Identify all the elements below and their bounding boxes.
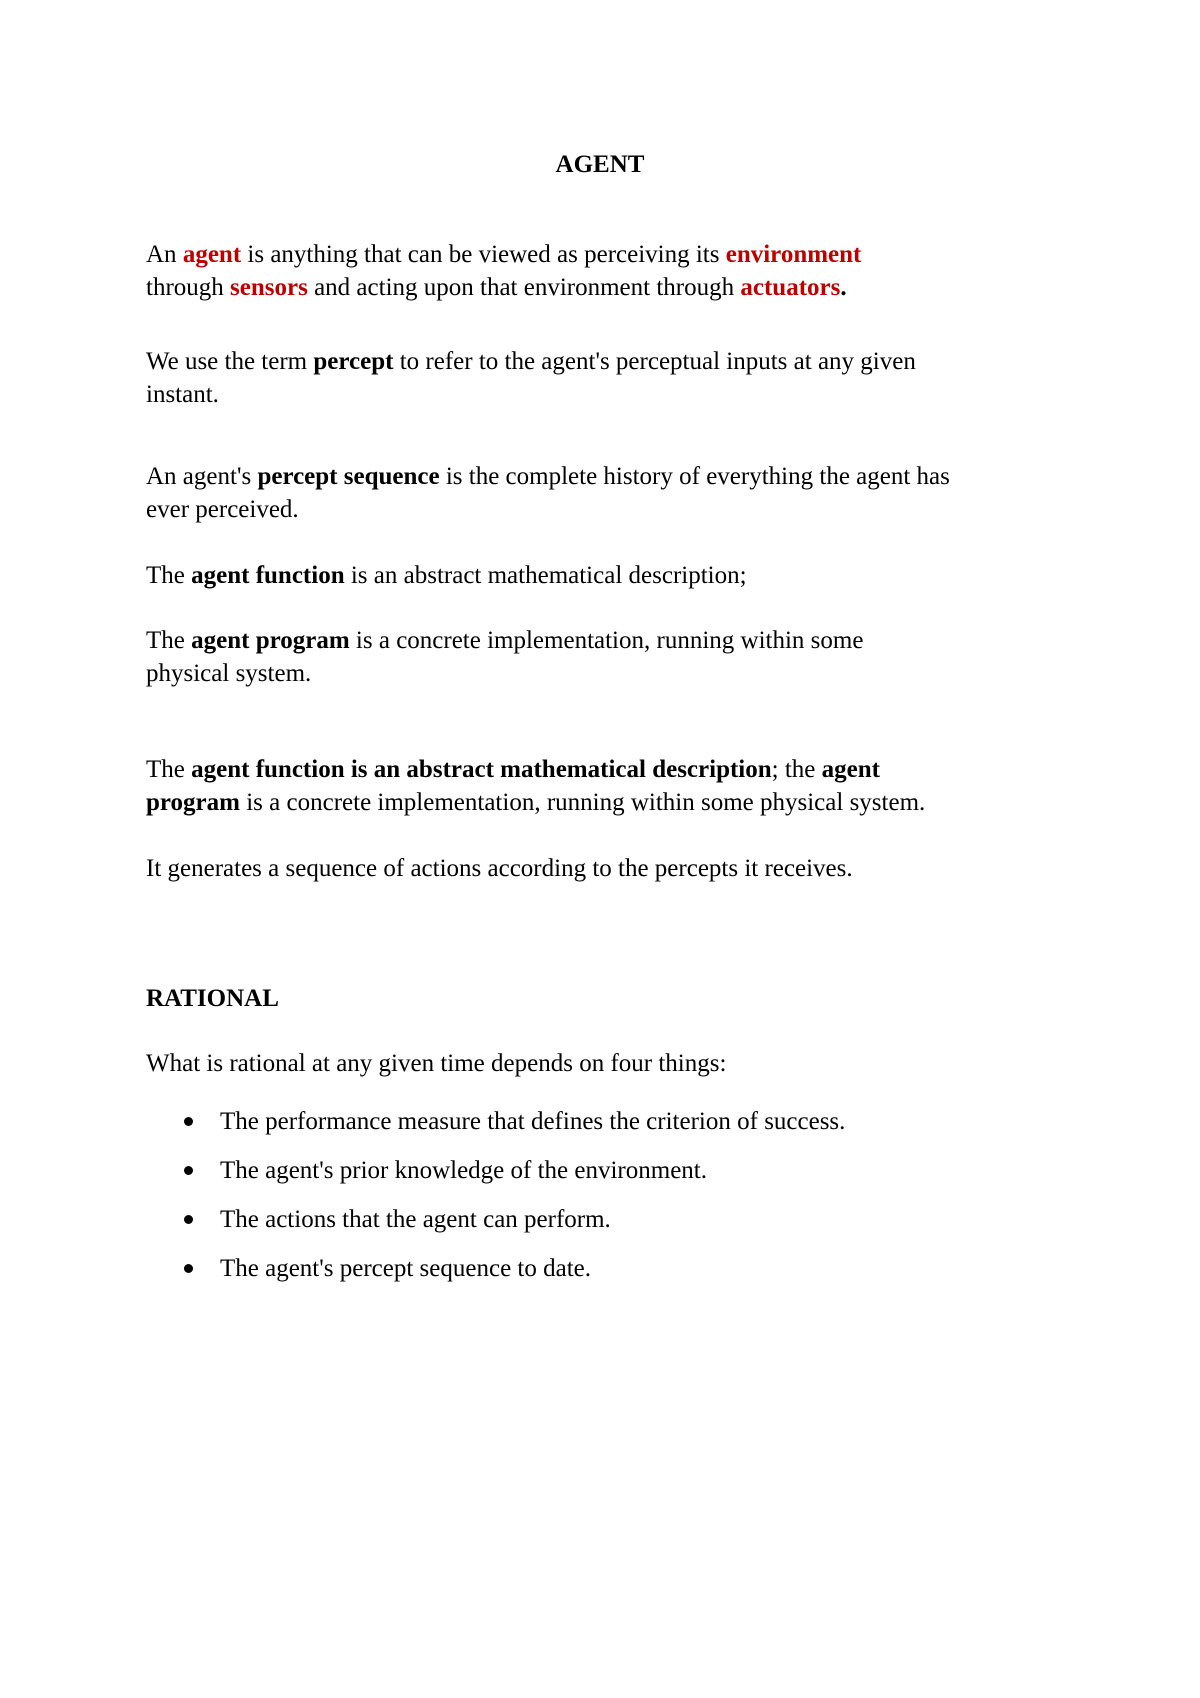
- term-agent-program: agent program: [191, 627, 350, 654]
- bullet-icon: [184, 1264, 193, 1273]
- text: is the complete history of everything the agent has: [439, 463, 950, 490]
- text: is a concrete implementation, running within some physical system.: [239, 789, 926, 816]
- combined-paragraph: [146, 753, 1086, 819]
- term-agent-function-description: agent function is an abstract mathematical description: [191, 756, 772, 783]
- bullet-icon: [184, 1117, 193, 1126]
- text: physical system.: [146, 660, 312, 687]
- rational-list: [146, 1105, 1086, 1301]
- page-title: AGENT: [555, 151, 645, 178]
- term-agent: agent: [821, 756, 880, 783]
- term-sensors: sensors: [230, 274, 308, 301]
- term-agent-function: agent function: [191, 562, 345, 589]
- list-item-text: The performance measure that defines the criterion of success.: [220, 1108, 846, 1135]
- rational-heading: RATIONAL: [146, 985, 279, 1012]
- text: The: [146, 562, 192, 589]
- text: is a concrete implementation, running within some: [349, 627, 864, 654]
- text: is an abstract mathematical description;: [344, 562, 747, 589]
- term-program: program: [146, 789, 240, 816]
- generates-paragraph: It generates a sequence of actions according to the percepts it receives.: [146, 855, 853, 882]
- list-item: [146, 1203, 1086, 1252]
- list-item-text: The agent's prior knowledge of the environment.: [220, 1157, 707, 1184]
- list-item-text: The agent's percept sequence to date.: [220, 1255, 591, 1282]
- percept-sequence-paragraph: [146, 460, 1086, 526]
- list-item-text: The actions that the agent can perform.: [220, 1206, 611, 1233]
- term-percept-sequence: percept sequence: [257, 463, 440, 490]
- text: We use the term: [146, 348, 314, 375]
- text: .: [840, 274, 847, 301]
- list-item: [146, 1154, 1086, 1203]
- agent-definition-paragraph: [146, 238, 1086, 304]
- text: to refer to the agent's perceptual inputs at any given: [393, 348, 916, 375]
- agent-program-paragraph: [146, 624, 1086, 690]
- text: ; the: [771, 756, 822, 783]
- percept-paragraph: [146, 345, 1086, 411]
- text: An agent's: [146, 463, 258, 490]
- text: is anything that can be viewed as perceiving its: [241, 241, 726, 268]
- list-item: [146, 1252, 1086, 1301]
- text: The: [146, 627, 192, 654]
- rational-intro: What is rational at any given time depends on four things:: [146, 1050, 727, 1077]
- bullet-icon: [184, 1215, 193, 1224]
- text: through: [146, 274, 231, 301]
- text: and acting upon that environment through: [307, 274, 741, 301]
- agent-function-paragraph: [146, 559, 1086, 592]
- bullet-icon: [184, 1166, 193, 1175]
- text: The: [146, 756, 192, 783]
- term-environment: environment: [725, 241, 862, 268]
- term-agent: agent: [182, 241, 242, 268]
- term-actuators: actuators: [740, 274, 841, 301]
- list-item: [146, 1105, 1086, 1154]
- text: An: [146, 241, 183, 268]
- term-percept: percept: [313, 348, 394, 375]
- text: ever perceived.: [146, 496, 299, 523]
- text: instant.: [146, 381, 219, 408]
